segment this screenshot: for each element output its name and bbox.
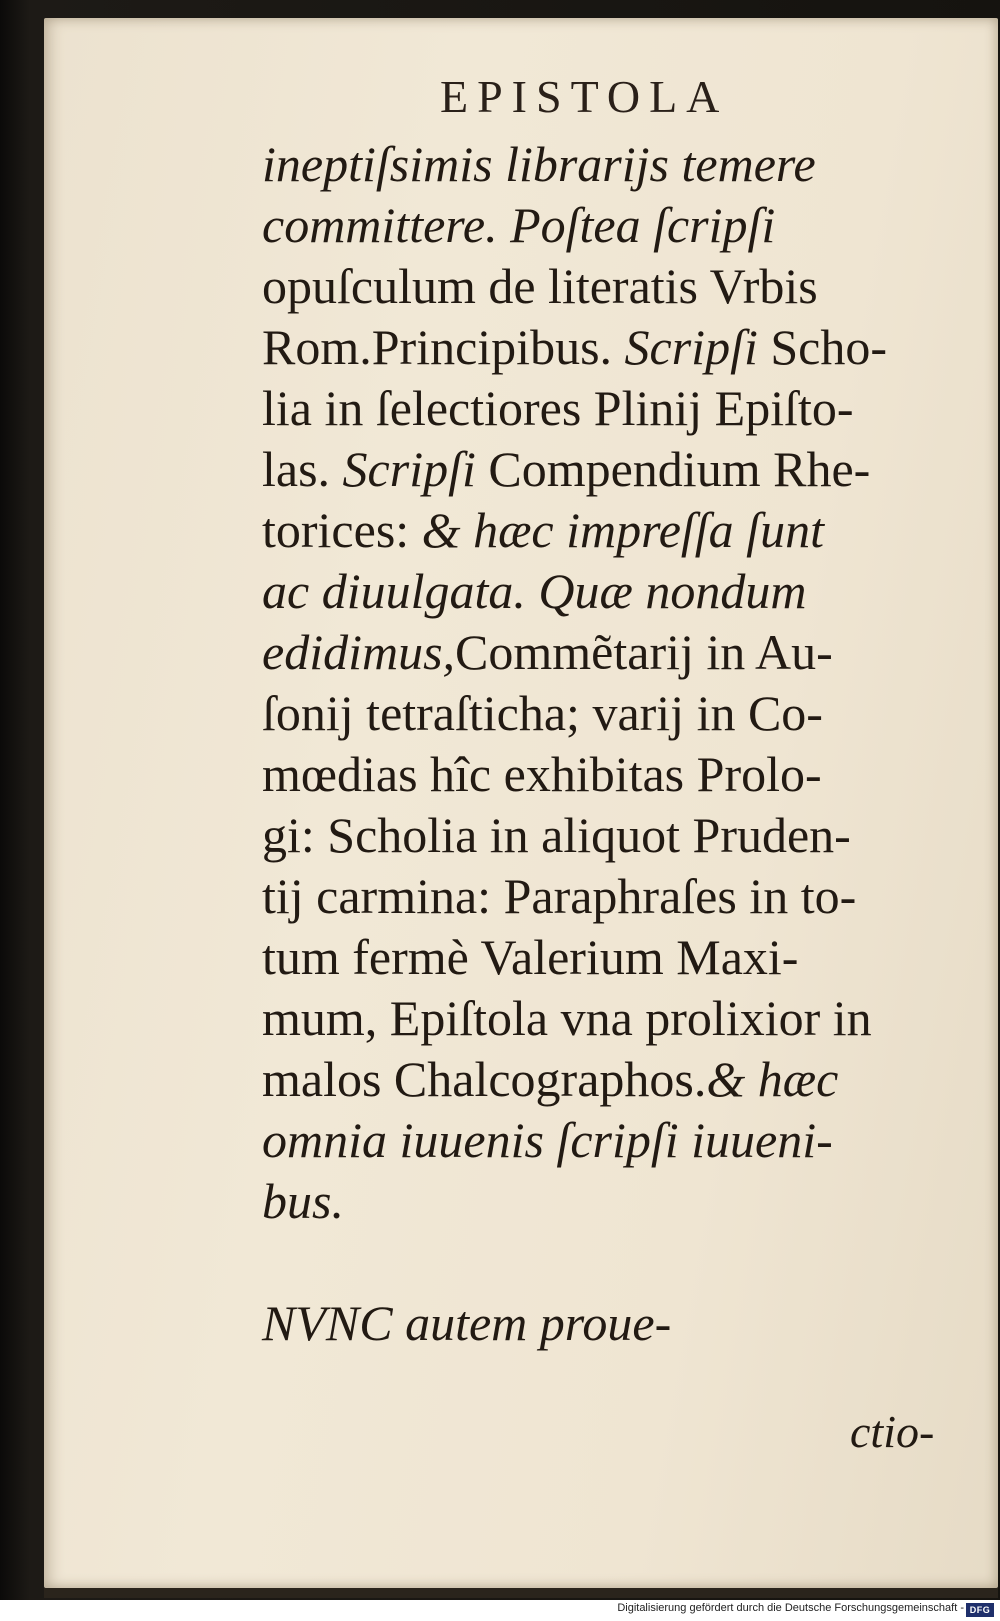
funding-credit: Digitalisierung gefördert durch die Deutsche Forschungsgemeinschaft - <box>617 1602 964 1614</box>
catchword: ctio- <box>850 1406 935 1457</box>
roman-segment: mum, Epiſtola vna prolixior in <box>262 990 872 1046</box>
text-line <box>262 439 942 500</box>
text-line <box>262 195 942 256</box>
text-line <box>262 805 942 866</box>
text-line <box>262 1293 942 1354</box>
roman-segment: las. <box>262 441 343 497</box>
text-line <box>262 1049 942 1110</box>
roman-segment: gi: Scholia in aliquot Pruden- <box>262 807 851 863</box>
italic-segment: NVNC autem proue- <box>262 1295 672 1351</box>
italic-segment: omnia iuuenis ſcripſi iuueni- <box>262 1112 833 1168</box>
italic-segment: ac diuulgata. Quæ nondum <box>262 563 807 619</box>
page-bottom-edge <box>44 1588 998 1598</box>
roman-segment: Compendium Rhe- <box>475 441 871 497</box>
roman-segment: tij carmina: Paraphraſes in to- <box>262 868 857 924</box>
text-line <box>262 1232 942 1293</box>
text-line <box>262 500 942 561</box>
italic-segment: Scripſi <box>342 441 476 497</box>
text-line <box>262 256 942 317</box>
text-line <box>262 1110 942 1171</box>
text-line <box>262 561 942 622</box>
roman-segment: lia in ſelectiores Plinij Epiſto- <box>262 380 854 436</box>
roman-segment: mœdias hîc exhibitas Prolo- <box>262 746 822 802</box>
text-line <box>262 317 942 378</box>
text-line <box>262 866 942 927</box>
italic-segment: bus. <box>262 1173 344 1229</box>
italic-segment: Scripſi <box>624 319 758 375</box>
text-line <box>262 683 942 744</box>
italic-segment: committere. Poſtea ſcripſi <box>262 197 776 253</box>
roman-segment: torices: <box>262 502 422 558</box>
dfg-logo: DFG <box>966 1603 994 1617</box>
text-line <box>262 744 942 805</box>
italic-segment: & hæc impreſſa ſunt <box>421 502 824 558</box>
roman-segment: malos Chalcographos. <box>262 1051 707 1107</box>
digitization-footer <box>0 1600 1000 1621</box>
roman-segment: Commẽtarij in Au- <box>455 624 833 680</box>
italic-segment: ineptiſsimis librarijs temere <box>262 136 816 192</box>
text-line <box>262 1171 942 1232</box>
roman-segment: ſonij tetraſticha; varij in Co- <box>262 685 823 741</box>
text-line <box>262 378 942 439</box>
roman-segment: Scho- <box>757 319 888 375</box>
text-line <box>262 927 942 988</box>
running-head: EPISTOLA <box>440 71 729 122</box>
roman-segment: tum fermè Valerium Maxi- <box>262 929 799 985</box>
roman-segment: opuſculum de literatis Vrbis <box>262 258 818 314</box>
text-line <box>262 988 942 1049</box>
italic-segment: & hæc <box>706 1051 839 1107</box>
text-line <box>262 134 942 195</box>
body-text <box>262 134 942 1354</box>
italic-segment: edidimus, <box>262 624 456 680</box>
text-line <box>262 622 942 683</box>
roman-segment: Rom.Principibus. <box>262 319 625 375</box>
